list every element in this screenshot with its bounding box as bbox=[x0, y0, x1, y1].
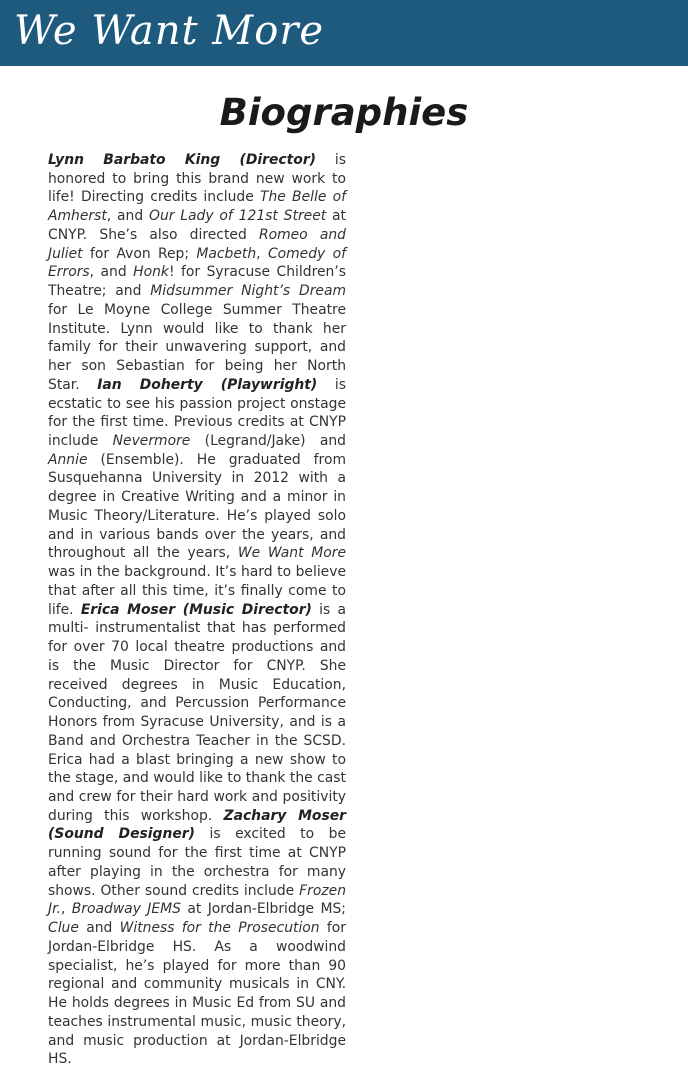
bio-text: , and bbox=[89, 264, 134, 281]
bio-text: is ecstatic to see his passion project onstage for the first time. Previous credits at CNYP include bbox=[48, 376, 347, 450]
show-title: We Want More bbox=[14, 8, 325, 54]
bio-text: , bbox=[60, 901, 72, 918]
bio-name: Lynn Barbato King (Director) bbox=[48, 152, 317, 168]
bio-ian bbox=[48, 377, 346, 618]
work-title: Witness for the Prosecution bbox=[119, 920, 320, 937]
work-title: Nevermore bbox=[112, 433, 191, 450]
work-title: Annie bbox=[48, 451, 88, 468]
bio-text: is excited to be running sound for the first time at CNYP after playing in the orchestra for many shows. Other sound credits include bbox=[48, 826, 346, 899]
bio-text: for Le Moyne College Summer Theatre Institute. Lynn would like to thank her family for their unwavering support, and her son Sebastian for being her North Star. bbox=[48, 301, 346, 393]
work-title: Honk bbox=[133, 264, 169, 281]
work-title: Macbeth bbox=[196, 245, 257, 262]
bio-text: (Legrand/Jake) and bbox=[190, 433, 347, 450]
header-band bbox=[0, 0, 688, 66]
work-title: Comedy of Errors bbox=[48, 245, 347, 281]
bio-text: , bbox=[256, 245, 268, 262]
bio-text: for Jordan-Elbridge HS. As a woodwind specialist, he’s played for more than 90 regional and community musicals in CNY. He holds degrees in Music Ed from SU and teaches instrumental music, music theory, and music production at Jordan-Elbridge HS. bbox=[48, 920, 346, 1068]
work-title: Midsummer Night’s Dream bbox=[150, 283, 346, 300]
bio-column bbox=[48, 151, 346, 1069]
bio-name: Erica Moser (Music Director) bbox=[80, 601, 312, 618]
bio-text: at CNYP. She’s also directed bbox=[48, 208, 346, 243]
bio-text: (Ensemble). He graduated from Susquehanna University in 2012 with a degree in Creative Writing and a minor in Music Theory/Literature. He’s played solo and in various bands over the years, and throughout all the years, bbox=[48, 451, 346, 562]
bio-lynn bbox=[48, 152, 346, 393]
bio-text: at Jordan-Elbridge MS; bbox=[180, 901, 346, 918]
bio-text: , and bbox=[106, 208, 150, 225]
bio-zachary bbox=[48, 808, 346, 1068]
work-title: Clue bbox=[48, 920, 79, 937]
work-title: Broadway JEMS bbox=[71, 901, 181, 918]
bio-name: Ian Doherty (Playwright) bbox=[97, 376, 318, 393]
bio-erica bbox=[48, 602, 346, 824]
work-title: Romeo and Juliet bbox=[48, 226, 346, 262]
work-title: The Belle of Amherst bbox=[48, 189, 346, 225]
work-title: Our Lady of 121st Street bbox=[149, 208, 327, 225]
bio-name: Zachary Moser (Sound Designer) bbox=[48, 807, 346, 843]
bio-text: and bbox=[78, 920, 120, 937]
bio-text: for Avon Rep; bbox=[82, 245, 197, 262]
bio-text: is honored to bring this brand new work to life! Directing credits include bbox=[48, 152, 346, 206]
bio-text: is a multi- instrumentalist that has performed for over 70 local theatre productions and is the Music Director for CNYP. She received degrees in Music Education, Conducting, and Percussion Performance Honors from Syracuse University, and is a Band and Orchestra Teacher in the SCSD. Erica had a blast bringing a new show to the stage, and would like to thank the cast and crew for their hard work and positivity during this workshop. bbox=[48, 601, 346, 824]
bio-text: was in the background. It’s hard to believe that after all this time, it’s finally come to life. bbox=[48, 564, 346, 618]
work-title: We Want More bbox=[237, 545, 346, 562]
work-title: Frozen Jr. bbox=[48, 882, 346, 918]
bio-text: ! for Syracuse Children’s Theatre; and bbox=[48, 264, 346, 300]
page-title: Biographies bbox=[219, 91, 469, 134]
